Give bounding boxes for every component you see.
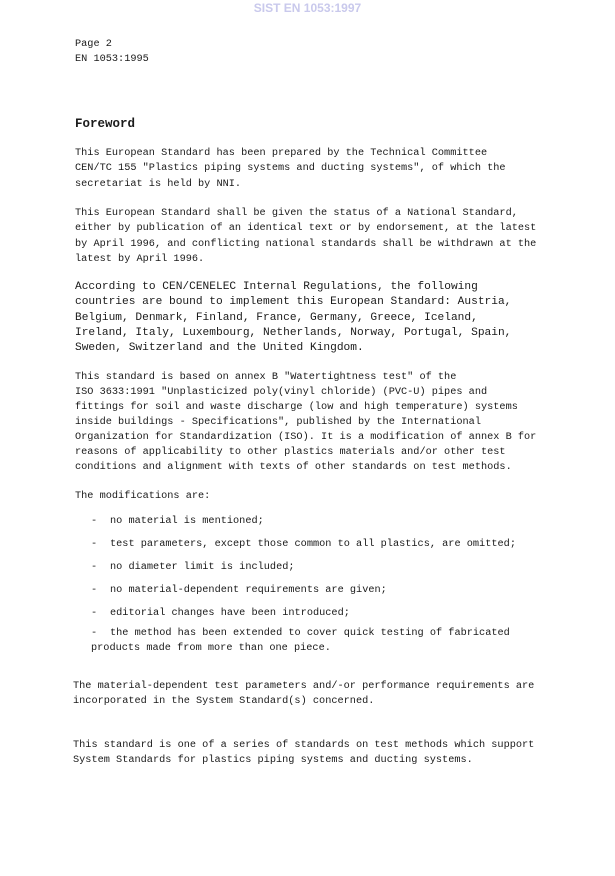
paragraph	[75, 489, 210, 504]
paragraph	[73, 679, 534, 710]
bullet-dash: -	[91, 607, 98, 619]
text-line: Ireland, Italy, Luxembourg, Netherlands, Norway, Portugal, Spain,	[75, 326, 512, 339]
bullet-dash: -	[91, 584, 98, 596]
text-line: latest by April 1996.	[75, 253, 205, 266]
text-line: The material-dependent test parameters and/-or performance requirements are	[73, 680, 535, 692]
bullet-dash: -	[91, 561, 98, 573]
page-number: Page 2	[75, 38, 112, 50]
text-line: conditions and alignment with texts of other standards on test methods.	[75, 461, 512, 473]
text-line: countries are bound to implement this European Standard: Austria,	[75, 296, 512, 309]
list-item	[91, 606, 350, 621]
text-line: fittings for soil and waste discharge (low and high temperature) systems	[75, 401, 518, 413]
text-line: incorporated in the System Standard(s) concerned.	[73, 695, 375, 708]
text-line: This European Standard shall be given the status of a National Standard,	[75, 207, 518, 219]
list-item-text: the method has been extended to cover quick testing of fabricated	[110, 627, 510, 639]
text-line: This standard is one of a series of standards on test methods which support	[73, 739, 535, 751]
paragraph	[75, 370, 536, 475]
text-line: System Standards for plastics piping systems and ducting systems.	[73, 754, 473, 767]
paragraph	[75, 280, 511, 356]
text-line: According to CEN/CENELEC Internal Regulations, the following	[75, 281, 478, 293]
list-item-text: no material-dependent requirements are given;	[110, 584, 387, 596]
text-line: This European Standard has been prepared by the Technical Committee	[75, 147, 488, 159]
list-item-text: test parameters, except those common to all plastics, are omitted;	[110, 538, 516, 550]
text-line: ISO 3633:1991 "Unplasticized poly(vinyl chloride) (PVC-U) pipes and	[75, 386, 488, 398]
text-line: Sweden, Switzerland and the United Kingdom.	[75, 342, 364, 355]
section-title: Foreword	[75, 117, 136, 131]
text-line: Belgium, Denmark, Finland, France, Germany, Greece, Iceland,	[75, 311, 478, 324]
bullet-dash: -	[91, 515, 98, 527]
list-item	[91, 560, 295, 575]
text-line: This standard is based on annex B "Watertightness test" of the	[75, 371, 457, 383]
text-line: CEN/TC 155 "Plastics piping systems and ducting systems", of which the	[75, 162, 506, 175]
list-item	[91, 537, 516, 552]
paragraph	[75, 146, 506, 192]
list-item-text: products made from more than one piece.	[91, 642, 331, 655]
list-item	[91, 514, 264, 529]
text-line: inside buildings - Specifications", published by the International	[75, 416, 481, 428]
list-item	[91, 583, 387, 598]
text-line: Organization for Standardization (ISO). It is a modification of annex B for	[75, 431, 537, 443]
list-item-text: editorial changes have been introduced;	[110, 607, 350, 619]
document-id: EN 1053:1995	[75, 53, 149, 66]
watermark: SIST EN 1053:1997	[253, 1, 362, 15]
list-item-text: no material is mentioned;	[110, 515, 264, 527]
list-item	[91, 626, 510, 656]
text-line: either by publication of an identical text or by endorsement, at the latest	[75, 222, 537, 235]
page-header	[75, 37, 149, 68]
list-item-text: no diameter limit is included;	[110, 561, 295, 573]
paragraph	[75, 206, 536, 268]
paragraph	[73, 738, 534, 769]
text-line: by April 1996, and conflicting national standards shall be withdrawn at the	[75, 237, 537, 250]
text-line: The modifications are:	[75, 490, 211, 502]
text-line: reasons of applicability to other plastics materials and/or other test	[75, 446, 506, 458]
bullet-dash: -	[91, 538, 98, 550]
text-line: secretariat is held by NNI.	[75, 177, 242, 190]
bullet-dash: -	[91, 627, 98, 639]
